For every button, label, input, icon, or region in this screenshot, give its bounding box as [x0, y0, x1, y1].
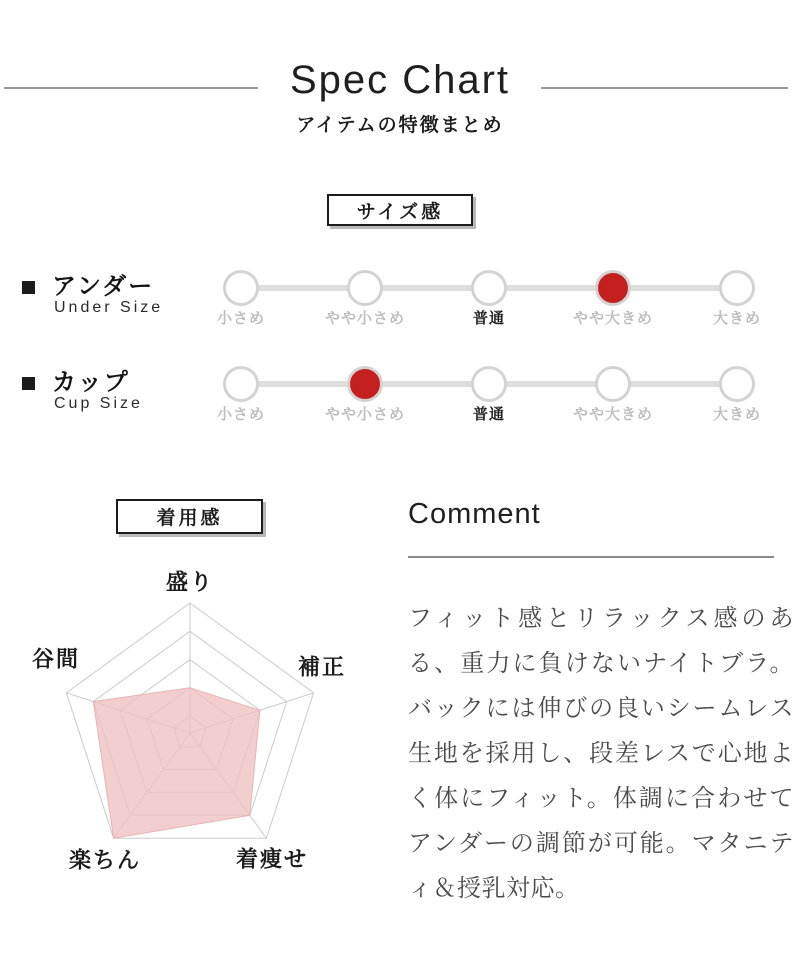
scale-dot	[595, 366, 631, 402]
scale-dot-selected	[347, 366, 383, 402]
comment-heading: Comment	[408, 498, 541, 530]
scale-label: 小さめ	[216, 406, 265, 423]
scale-dot-selected	[595, 270, 631, 306]
radar-axis-label: 谷間	[31, 646, 81, 672]
fit-section-badge: 着用感	[116, 499, 263, 534]
radar-data-polygon	[93, 688, 260, 838]
row-name-jp: カップ	[52, 369, 130, 396]
row-name-en: Cup Size	[54, 395, 143, 412]
radar-axis-label: 補正	[297, 654, 347, 680]
scale-label: 大きめ	[712, 406, 761, 423]
comment-divider	[408, 556, 774, 558]
scale-dot	[719, 366, 755, 402]
scale-dot	[223, 366, 259, 402]
page-title: Spec Chart	[289, 58, 511, 102]
comment-text: フィット感とリラックス感のある、重力に負けないナイトブラ。バックには伸びの良いシームレス生地を採用し、段差レスで心地よく体にフィット。体調に合わせてアンダーの調節が可能。マタニティ＆授乳対応。	[408, 605, 794, 902]
scale-row-under	[0, 255, 800, 351]
scale-label: やや小さめ	[324, 310, 405, 327]
scale-label: やや大きめ	[572, 406, 653, 423]
radar-axis-label: 楽ちん	[68, 847, 142, 873]
scale-dot	[223, 270, 259, 306]
bullet-square-icon	[22, 281, 35, 294]
size-section-badge: サイズ感	[327, 194, 473, 226]
radar-axis-label: 着痩せ	[235, 846, 309, 872]
scale-dot	[471, 366, 507, 402]
scale-label: 普通	[472, 310, 505, 327]
scale-label: 普通	[472, 406, 505, 423]
row-name-en: Under Size	[54, 299, 164, 316]
scale-dot	[347, 270, 383, 306]
scale-label: 小さめ	[216, 310, 265, 327]
scale-label: やや小さめ	[324, 406, 405, 423]
scale-label: 大きめ	[712, 310, 761, 327]
scale-dot	[471, 270, 507, 306]
scale-dot	[719, 270, 755, 306]
page-subtitle: アイテムの特徴まとめ	[296, 115, 504, 136]
bullet-square-icon	[22, 377, 35, 390]
radar-axis-label: 盛り	[165, 569, 215, 595]
row-name-jp: アンダー	[52, 273, 155, 300]
scale-row-cup	[0, 351, 800, 447]
scale-label: やや大きめ	[572, 310, 653, 327]
